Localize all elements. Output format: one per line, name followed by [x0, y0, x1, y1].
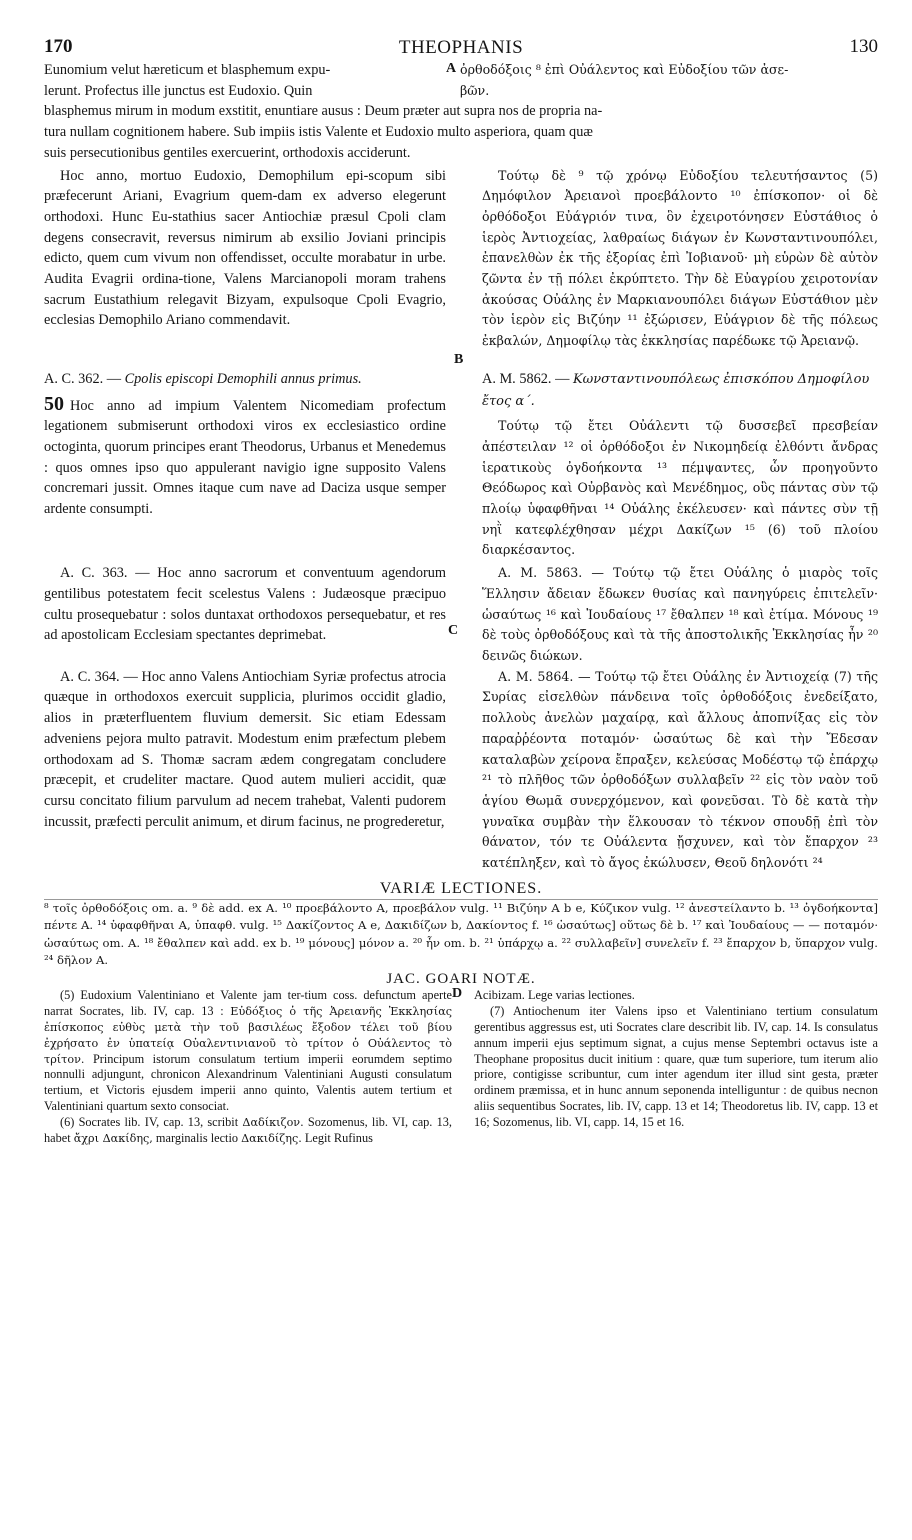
note-right-2: (7) Antiochenum iter Valens ipso et Valentiniano tertium consulatum gerentibus aggressus est, uti Socrates clare describit lib. IV, cap. 14. Is consulatus annum imperii ejus septimum signat, a cujus mense Septembri octavus iste a Theophane propositus ducit initium : quare, quæ tum superiore, tum iterum alio priore, contigisse scribuntur, cum inter agendum iter illud sint gesta, præter ordinem præmissa, et in hunc annum seponenda intelliguntur : de quibus necnon aliis sequentibus Socrates, lib. IV, capp. 13 et 14; Theodoretus lib. IV, capp. 13 et 16; Sozomenus, lib. VI, capp. 14, 15 et 16.	[474, 1004, 878, 1129]
greek-line: βῶν.	[460, 82, 490, 98]
note-latin-text: Sozomenus, lib. VI, cap. 13, habet	[44, 1114, 452, 1145]
section-362	[44, 369, 878, 561]
latin-paragraph-demophilus: Hoc anno, mortuo Eudoxio, Demophilum epi-scopum sibi præfecerunt Ariani, Evagrium quem-dam ex adverso elegerunt orthodoxi. Hunc Eu-stathius sacer Antiochiæ præsul Cpoli clam degens consecravit, reversus nimirum ab exsilio Joviani principis edicto, quem cum vivum non offendisset, occulte morabatur in urbe. Audita Evagrii ordina-tione, Valens Marcianopoli moram trahens sacrum Eustathium relegavit Bizyam, expulsoque Cpoli Evagrio, ecclesias Demophilo Ariano commendavit.	[44, 167, 446, 329]
latin-paragraph-364: A. C. 364. — Hoc anno Valens Antiochiam Syriæ profectus atrocia quæque in orthodoxos exercuit supplicia, plurimos occidit gladio, alios in præterfluentem fluvium demersit. Sic etiam Edessam adveniens pejora multo patravit. Modestum enim præfectum plebem orthodoxam ad S. Thomæ sacram ædem congregatam concludere præcepit, et crudeliter mactare. Quod autem mulieri accidit, quæ cursu concitato filium parvulum ad necem trahebat, Valenti pudorem incussit, præfecti perculit animum, et dirum facinus, ne progrederetur,	[44, 668, 446, 830]
greek-year-heading: A. M. 5862. — Κωνσταντινουπόλεως ἐπισκόπου Δημοφίλου ἔτος α΄.	[482, 370, 870, 409]
goar-notes	[44, 988, 878, 1146]
note-greek-quote: ἄχρι Δακίδης,	[73, 1131, 153, 1145]
note-right-1: Acibizam. Lege varias lectiones.	[474, 988, 635, 1003]
section-number: 50	[44, 392, 64, 415]
page-header	[44, 36, 878, 60]
latin-paragraph-362: 50 Hoc anno ad impium Valentem Nicomediam profectum legationem submiserunt orthodoxi viros ex ecclesiastico ordine octoginta, quorum principes erant Theodorus, Urbanus et Menedemus : quos omnes ipso quo appulerant navigio igne supposito Valens concremari jussit. Omnes itaque cum nave ad Daciza usque semper ardente consumpti.	[44, 392, 446, 518]
greek-paragraph-demophilus: Τούτῳ δὲ ⁹ τῷ χρόνῳ Εὐδοξίου τελευτήσαντος (5) Δημόφιλον Ἀρειανοὶ προεβάλοντο ¹⁰ ἐπίσκοπον· οἱ δὲ ὀρθόδοξοι Εὐάγριόν τινα, ὃν ἐχειροτόνησεν Εὐστάθιος ὁ ἱερὸς Ἀντιοχείας, λαθραίως διάγων ἐν Κωνσταντινουπόλει, ἐπανελθὼν ἐκ τῆς ἐξορίας ἐπὶ Ἰοβιανοῦ· μὴ εὑρὼν δὲ αὐτὸν ζῶντα ἐν τῇ πόλει ἐκρύπτετο. Τὴν δὲ Εὐαγρίου χειροτονίαν ἀκούσας Οὐάλης ἐν Μαρκιανουπόλει διάγων Εὐστάθιον μὲν τὸν ἱερὸν εἰς Βιζύην ¹¹ ἐξώρισεν, Εὐάγριον δὲ τῆς πόλεως ἐκβαλών, Δημοφίλῳ τὰς ἐκκλησίας παρέδωκε τῷ Ἀρειανῷ.	[482, 167, 878, 349]
latin-fullwidth-a	[44, 101, 878, 163]
margin-letter-d: D	[452, 986, 463, 1002]
variae-lectiones-title: VARIÆ LECTIONES.	[44, 880, 878, 900]
latin-line: tura nullam cognitionem habere. Sub impiis istis Valente et Eudoxio multo asperiora, quam quæ	[44, 124, 593, 141]
note-latin-text: (6) Socrates lib. IV, cap. 13, scribit	[60, 1114, 243, 1129]
note-latin-text: Legit Rufinus	[301, 1130, 373, 1145]
greek-paragraph-363: A. M. 5863. — Τούτῳ τῷ ἔτει Οὐάλης ὁ μιαρὸς τοῖς Ἕλλησιν ἄδειαν ἔδωκεν θυσίας καὶ πανηγύρεις ἐπιτελεῖν· ὡσαύτως ¹⁶ καὶ Ἰουδαίους ¹⁷ ἔθαλπεν ¹⁸ καὶ ἐτίμα. Μόνους ¹⁹ δὲ τοὺς ὀρθοδόξους καὶ τὰ τῆς ἀποστολικῆς Ἐκκλησίας ἦν ²⁰ δεινῶς διώκων.	[482, 565, 878, 663]
greek-line: ὀρθοδόξοις ⁸ ἐπὶ Οὐάλεντος καὶ Εὐδοξίου τῶν ἀσε-	[460, 62, 789, 77]
note-latin-text: Principum istorum consulatum tertium imperii eorumdem septimo nonnulli adjungunt, chronicon Alexandrinum Valentiniani Augusti consulatum tertium, et Victoris ejusdem imperii anno quinto, Valentis autem tertium et Valentiniani quartum sexto consociat.	[44, 1051, 452, 1113]
margin-letter-b: B	[454, 351, 464, 367]
variae-lectiones-text: ⁸ τοῖς ὀρθοδόξοις om. a. ⁹ δὲ add. ex A. ¹⁰ προεβάλοντο A, προεβάλον vulg. ¹¹ Βιζύην A b e, Κύζικον vulg. ¹² ἀνεστείλαντο b. ¹³ ὀγδοήκοντα] πέντε A. ¹⁴ ὑφαφθῆναι A, ὑπαφθ. vulg. ¹⁵ Δακίζοντος A e, Δακιδίζων b, Δακίοντος f. ¹⁶ ὡσαύτως] οὕτως δὲ b. ¹⁷ καὶ Ἰουδαίους — — ποταμόν· ὡσαύτως om. A. ¹⁸ ἔθαλπεν καὶ add. ex b. ¹⁹ μόνους] μόνον a. ²⁰ ἦν om. b. ²¹ ὑπάρχῳ a. ²² συλλαβεῖν] συνελεῖν f. ²³ ἔπαρχον b, ὕπαρχον vulg. ²⁴ δῆλον A.	[44, 900, 878, 967]
running-title: THEOPHANIS	[398, 37, 524, 58]
section-b-parallel	[44, 166, 878, 367]
note-greek-quote: Δακιδίζης.	[241, 1131, 302, 1145]
note-latin-text: (5) Eudoxium Valentiniano et Valente jam ter-tium coss. defunctum aperte narrat Socrates, lib. IV, cap. 13 :	[44, 988, 452, 1019]
section-a-parallel	[44, 60, 878, 101]
section-364	[44, 667, 878, 874]
margin-letter-a: A	[446, 61, 457, 76]
goar-notes-title: JAC. GOARI NOTÆ.	[386, 971, 536, 988]
note-left	[44, 988, 452, 1146]
page-number-left: 170	[44, 36, 73, 57]
section-363	[44, 563, 878, 667]
latin-year-heading: A. C. 362. — Cpolis episcopi Demophili annus primus.	[44, 370, 362, 387]
latin-column-a	[44, 60, 446, 101]
greek-paragraph-362: Τούτῳ τῷ ἔτει Οὐάλεντι τῷ δυσσεβεῖ πρεσβείαν ἀπέστειλαν ¹² οἱ ὀρθόδοξοι ἐν Νικομηδείᾳ ἐλθόντι ἄνδρας ἱερατικοὺς ὀγδοήκοντα ¹³ πέμψαντες, ὧν προηγοῦντο Θεόδωρος καὶ Οὐρβανὸς καὶ Μενέδημος, οὓς πάντας σὺν τῷ πλοίῳ ὑφαφθῆναι ¹⁴ Οὐάλης ἐκέλευσεν· καὶ πάντες σὺν τῇ νηῒ κατεφλέχθησαν μέχρι Δακίζων ¹⁵ (6) τοῦ πλοίου διαρκέσαντος.	[482, 418, 878, 558]
latin-paragraph-363: A. C. 363. — Hoc anno sacrorum et conventuum agendorum gentilibus potestatem fecit scelestus Valens : Judæosque præcipuo cultu prosequebatur : solos duntaxat orthodoxos persequebatur, et res ad apostolicam Ecclesiam spectantes deprimebat.	[44, 565, 446, 644]
latin-line: Eunomium velut hæreticum et blasphemum expu-	[44, 62, 331, 78]
book-page	[44, 36, 878, 1516]
latin-line: lerunt. Profectus ille junctus est Eudoxio. Quin	[44, 82, 313, 99]
greek-paragraph-364: A. M. 5864. — Τούτῳ τῷ ἔτει Οὐάλης ἐν Ἀντιοχείᾳ (7) τῆς Συρίας εἰσελθὼν πάνδεινα τοῖς ὀρθοδόξοις ἐνεδείξατο, πολλοὺς ἀνελὼν μαχαίρᾳ, καὶ ἄλλους ἀποπνίξας εἰς τὸν παραῤῥέοντα ποταμόν· ὡσαύτως δὲ καὶ τὴν Ἔδεσαν καταλαβὼν χείρονα ἔπραξεν, κελεύσας Μοδέστῳ τῷ ἐπάρχῳ ²¹ τὸ πλῆθος τῶν ὀρθοδόξων συλλαβεῖν ²² εἰς τὸν ναὸν τοῦ ἁγίου Θωμᾶ συνερχόμενον, καὶ φονεῦσαι. Τὸ δὲ κατὰ τὴν γυναῖκα συμβὰν τὴν ἕλκουσαν τὸ τέκνον σπουδῇ ἐπὶ τὸν θάνατον, τόν τε Οὐάλεντα ᾔσχυνεν, καὶ τὸν ἔπαρχον ²³ κατέπληξεν, καὶ τὸ ἄγος ἐκώλυσεν, Θεοῦ δηλονότι ²⁴	[482, 668, 878, 871]
note-latin-text: marginalis lectio	[152, 1130, 242, 1145]
margin-letter-c: C	[448, 623, 459, 639]
page-number-right: 130	[849, 36, 878, 57]
latin-line: blasphemus mirum in modum exstitit, enuntiare ausus : Deum præter aut supra nos de propria na-	[44, 103, 603, 120]
note-greek-quote: Δαδίκιζον.	[242, 1115, 304, 1129]
greek-column-a	[460, 60, 856, 101]
latin-line: suis persecutionibus gentiles exercuerint, orthodoxis acciderunt.	[44, 144, 411, 161]
note-greek-quote: Εὐδόξιος ὁ τῆς Ἀρειανῆς Ἐκκλησίας ἐπίσκοπος εὐθὺς μετὰ τὴν τοῦ βασιλέως ἔξοδον τέλει τοῦ βίου ἐχρήσατο ἐν ὑπατείᾳ Οὐαλεντινιανοῦ τὸ τρίτον ὁ Οὐάλεντος τὸ τρίτον.	[44, 1005, 453, 1066]
